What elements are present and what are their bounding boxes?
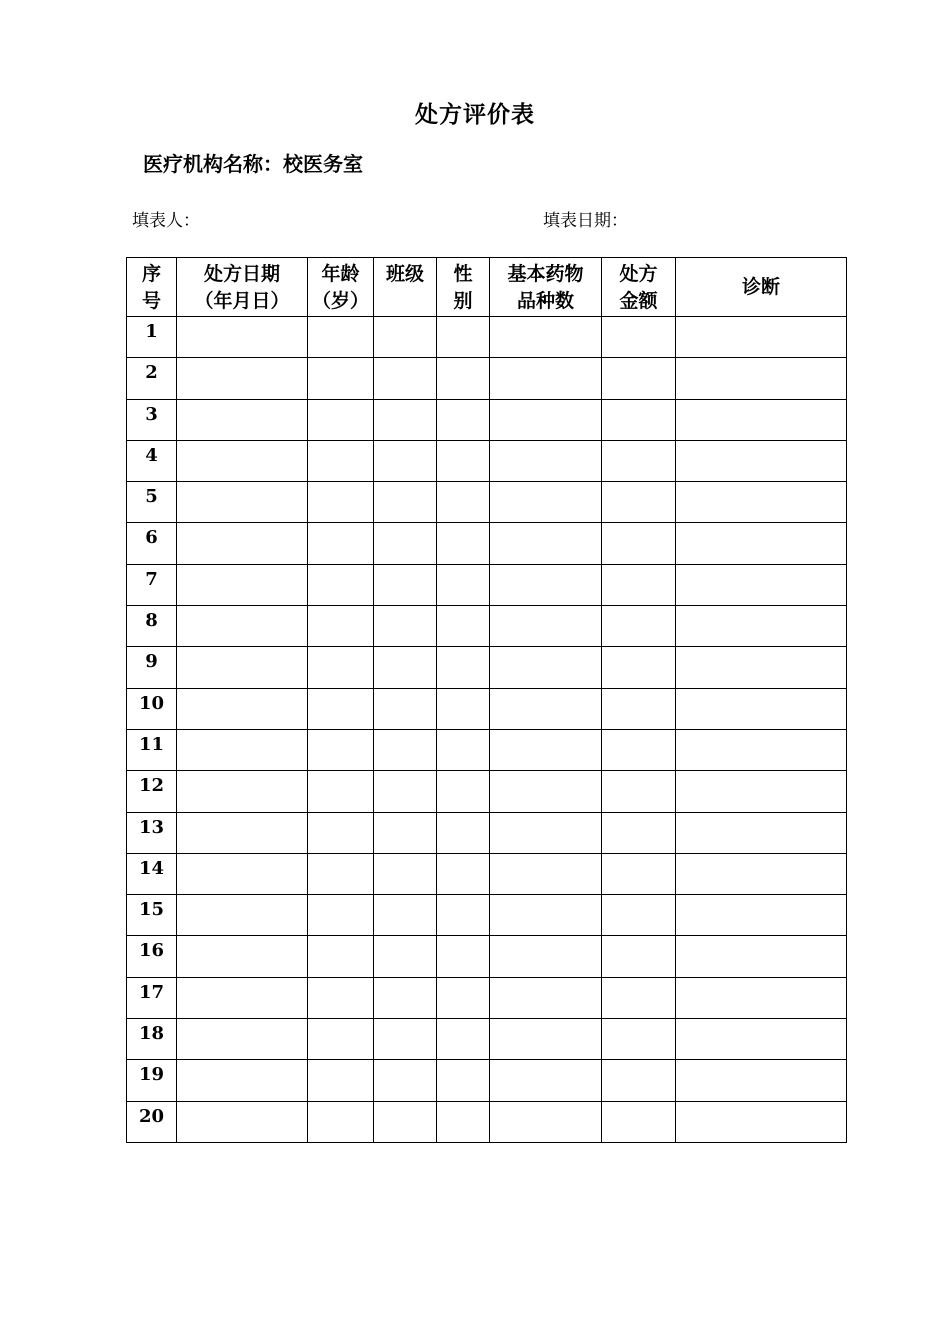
cell-drug-count[interactable] <box>490 317 602 358</box>
cell-date[interactable] <box>177 688 308 729</box>
table-row <box>127 523 847 564</box>
row-number: 19 <box>127 1060 177 1101</box>
cell-class[interactable] <box>374 812 437 853</box>
cell-date[interactable] <box>177 358 308 399</box>
cell-drug-count[interactable] <box>490 895 602 936</box>
table-row <box>127 729 847 770</box>
cell-amount[interactable] <box>602 1060 676 1101</box>
cell-drug-count[interactable] <box>490 482 602 523</box>
table-row <box>127 1019 847 1060</box>
cell-age[interactable] <box>308 1060 374 1101</box>
cell-age[interactable] <box>308 977 374 1018</box>
cell-class[interactable] <box>374 729 437 770</box>
cell-diagnosis[interactable] <box>676 1060 847 1101</box>
cell-class[interactable] <box>374 523 437 564</box>
table-row <box>127 482 847 523</box>
cell-class[interactable] <box>374 771 437 812</box>
cell-class[interactable] <box>374 647 437 688</box>
cell-amount[interactable] <box>602 1101 676 1142</box>
cell-age[interactable] <box>308 440 374 481</box>
row-number: 8 <box>127 606 177 647</box>
cell-gender[interactable] <box>437 1060 490 1101</box>
cell-amount[interactable] <box>602 317 676 358</box>
cell-age[interactable] <box>308 812 374 853</box>
cell-gender[interactable] <box>437 523 490 564</box>
cell-gender[interactable] <box>437 895 490 936</box>
cell-amount[interactable] <box>602 358 676 399</box>
cell-drug-count[interactable] <box>490 812 602 853</box>
row-number: 18 <box>127 1019 177 1060</box>
cell-date[interactable] <box>177 606 308 647</box>
row-number: 13 <box>127 812 177 853</box>
cell-class[interactable] <box>374 853 437 894</box>
table-row <box>127 1060 847 1101</box>
cell-diagnosis[interactable] <box>676 647 847 688</box>
cell-drug-count[interactable] <box>490 647 602 688</box>
header-class: 班级 <box>374 258 437 317</box>
cell-diagnosis[interactable] <box>676 1101 847 1142</box>
header-age: 年龄 （岁） <box>308 258 374 317</box>
cell-age[interactable] <box>308 647 374 688</box>
cell-drug-count[interactable] <box>490 771 602 812</box>
cell-drug-count[interactable] <box>490 977 602 1018</box>
row-number: 17 <box>127 977 177 1018</box>
table-row <box>127 977 847 1018</box>
row-number: 4 <box>127 440 177 481</box>
table-row <box>127 647 847 688</box>
cell-class[interactable] <box>374 399 437 440</box>
header-diagnosis: 诊断 <box>676 258 847 317</box>
cell-date[interactable] <box>177 977 308 1018</box>
cell-date[interactable] <box>177 1019 308 1060</box>
cell-class[interactable] <box>374 1101 437 1142</box>
cell-class[interactable] <box>374 606 437 647</box>
cell-drug-count[interactable] <box>490 440 602 481</box>
cell-amount[interactable] <box>602 688 676 729</box>
cell-amount[interactable] <box>602 399 676 440</box>
cell-amount[interactable] <box>602 895 676 936</box>
cell-age[interactable] <box>308 523 374 564</box>
cell-diagnosis[interactable] <box>676 317 847 358</box>
cell-class[interactable] <box>374 1019 437 1060</box>
cell-diagnosis[interactable] <box>676 1019 847 1060</box>
row-number: 1 <box>127 317 177 358</box>
header-date: 处方日期 （年月日） <box>177 258 308 317</box>
header-drug-count: 基本药物 品种数 <box>490 258 602 317</box>
cell-diagnosis[interactable] <box>676 895 847 936</box>
cell-drug-count[interactable] <box>490 1060 602 1101</box>
cell-drug-count[interactable] <box>490 1019 602 1060</box>
cell-drug-count[interactable] <box>490 606 602 647</box>
cell-gender[interactable] <box>437 1101 490 1142</box>
cell-amount[interactable] <box>602 482 676 523</box>
table-row <box>127 688 847 729</box>
row-number: 7 <box>127 564 177 605</box>
header-amount: 处方 金额 <box>602 258 676 317</box>
row-number: 10 <box>127 688 177 729</box>
cell-class[interactable] <box>374 977 437 1018</box>
cell-age[interactable] <box>308 358 374 399</box>
cell-drug-count[interactable] <box>490 853 602 894</box>
cell-age[interactable] <box>308 1019 374 1060</box>
table-row <box>127 936 847 977</box>
row-number: 9 <box>127 647 177 688</box>
cell-amount[interactable] <box>602 977 676 1018</box>
cell-diagnosis[interactable] <box>676 606 847 647</box>
table-row <box>127 1101 847 1142</box>
cell-age[interactable] <box>308 853 374 894</box>
cell-amount[interactable] <box>602 564 676 605</box>
table-row <box>127 317 847 358</box>
cell-class[interactable] <box>374 564 437 605</box>
cell-amount[interactable] <box>602 606 676 647</box>
row-number: 14 <box>127 853 177 894</box>
cell-date[interactable] <box>177 895 308 936</box>
row-number: 12 <box>127 771 177 812</box>
cell-amount[interactable] <box>602 729 676 770</box>
cell-date[interactable] <box>177 729 308 770</box>
page-title: 处方评价表 <box>415 101 535 128</box>
row-number: 6 <box>127 523 177 564</box>
cell-class[interactable] <box>374 440 437 481</box>
cell-age[interactable] <box>308 771 374 812</box>
table-header-row <box>127 258 847 317</box>
table-row <box>127 358 847 399</box>
cell-gender[interactable] <box>437 729 490 770</box>
cell-drug-count[interactable] <box>490 523 602 564</box>
cell-gender[interactable] <box>437 977 490 1018</box>
cell-diagnosis[interactable] <box>676 853 847 894</box>
row-number: 2 <box>127 358 177 399</box>
cell-amount[interactable] <box>602 812 676 853</box>
cell-diagnosis[interactable] <box>676 523 847 564</box>
filler-label: 填表人： <box>132 211 200 231</box>
cell-diagnosis[interactable] <box>676 358 847 399</box>
cell-amount[interactable] <box>602 647 676 688</box>
table-body <box>127 317 847 1143</box>
cell-gender[interactable] <box>437 358 490 399</box>
cell-gender[interactable] <box>437 606 490 647</box>
cell-gender[interactable] <box>437 853 490 894</box>
cell-drug-count[interactable] <box>490 1101 602 1142</box>
cell-diagnosis[interactable] <box>676 771 847 812</box>
cell-date[interactable] <box>177 399 308 440</box>
cell-date[interactable] <box>177 1060 308 1101</box>
row-number: 3 <box>127 399 177 440</box>
cell-date[interactable] <box>177 1101 308 1142</box>
cell-class[interactable] <box>374 895 437 936</box>
cell-gender[interactable] <box>437 440 490 481</box>
prescription-table <box>126 257 847 1143</box>
cell-drug-count[interactable] <box>490 399 602 440</box>
row-number: 20 <box>127 1101 177 1142</box>
cell-gender[interactable] <box>437 936 490 977</box>
cell-age[interactable] <box>308 688 374 729</box>
table-row <box>127 895 847 936</box>
cell-class[interactable] <box>374 936 437 977</box>
institution-name: 医疗机构名称：校医务室 <box>143 152 363 176</box>
cell-age[interactable] <box>308 482 374 523</box>
table-row <box>127 771 847 812</box>
cell-date[interactable] <box>177 564 308 605</box>
cell-gender[interactable] <box>437 771 490 812</box>
cell-gender[interactable] <box>437 482 490 523</box>
cell-date[interactable] <box>177 936 308 977</box>
cell-diagnosis[interactable] <box>676 729 847 770</box>
cell-diagnosis[interactable] <box>676 936 847 977</box>
cell-drug-count[interactable] <box>490 688 602 729</box>
cell-drug-count[interactable] <box>490 936 602 977</box>
cell-class[interactable] <box>374 688 437 729</box>
row-number: 15 <box>127 895 177 936</box>
cell-gender[interactable] <box>437 647 490 688</box>
table-row <box>127 853 847 894</box>
table-row <box>127 564 847 605</box>
cell-age[interactable] <box>308 895 374 936</box>
table-row <box>127 812 847 853</box>
cell-date[interactable] <box>177 482 308 523</box>
table-row <box>127 440 847 481</box>
row-number: 16 <box>127 936 177 977</box>
header-gender: 性 别 <box>437 258 490 317</box>
cell-drug-count[interactable] <box>490 564 602 605</box>
cell-age[interactable] <box>308 317 374 358</box>
cell-class[interactable] <box>374 358 437 399</box>
cell-amount[interactable] <box>602 523 676 564</box>
header-seq: 序 号 <box>127 258 177 317</box>
cell-diagnosis[interactable] <box>676 977 847 1018</box>
cell-diagnosis[interactable] <box>676 399 847 440</box>
cell-amount[interactable] <box>602 440 676 481</box>
cell-age[interactable] <box>308 1101 374 1142</box>
cell-date[interactable] <box>177 523 308 564</box>
cell-diagnosis[interactable] <box>676 688 847 729</box>
cell-diagnosis[interactable] <box>676 564 847 605</box>
cell-amount[interactable] <box>602 771 676 812</box>
cell-gender[interactable] <box>437 812 490 853</box>
cell-class[interactable] <box>374 317 437 358</box>
cell-gender[interactable] <box>437 317 490 358</box>
cell-amount[interactable] <box>602 936 676 977</box>
fill-date-label: 填表日期： <box>543 211 628 231</box>
cell-diagnosis[interactable] <box>676 812 847 853</box>
cell-diagnosis[interactable] <box>676 482 847 523</box>
cell-gender[interactable] <box>437 1019 490 1060</box>
cell-date[interactable] <box>177 647 308 688</box>
row-number: 5 <box>127 482 177 523</box>
table-row <box>127 399 847 440</box>
cell-drug-count[interactable] <box>490 729 602 770</box>
cell-date[interactable] <box>177 853 308 894</box>
cell-drug-count[interactable] <box>490 358 602 399</box>
cell-date[interactable] <box>177 317 308 358</box>
cell-date[interactable] <box>177 440 308 481</box>
cell-class[interactable] <box>374 1060 437 1101</box>
cell-age[interactable] <box>308 936 374 977</box>
cell-age[interactable] <box>308 564 374 605</box>
table-row <box>127 606 847 647</box>
cell-date[interactable] <box>177 771 308 812</box>
cell-gender[interactable] <box>437 688 490 729</box>
cell-age[interactable] <box>308 729 374 770</box>
cell-amount[interactable] <box>602 1019 676 1060</box>
cell-amount[interactable] <box>602 853 676 894</box>
cell-gender[interactable] <box>437 399 490 440</box>
cell-diagnosis[interactable] <box>676 440 847 481</box>
cell-age[interactable] <box>308 399 374 440</box>
cell-gender[interactable] <box>437 564 490 605</box>
cell-age[interactable] <box>308 606 374 647</box>
row-number: 11 <box>127 729 177 770</box>
cell-date[interactable] <box>177 812 308 853</box>
cell-class[interactable] <box>374 482 437 523</box>
